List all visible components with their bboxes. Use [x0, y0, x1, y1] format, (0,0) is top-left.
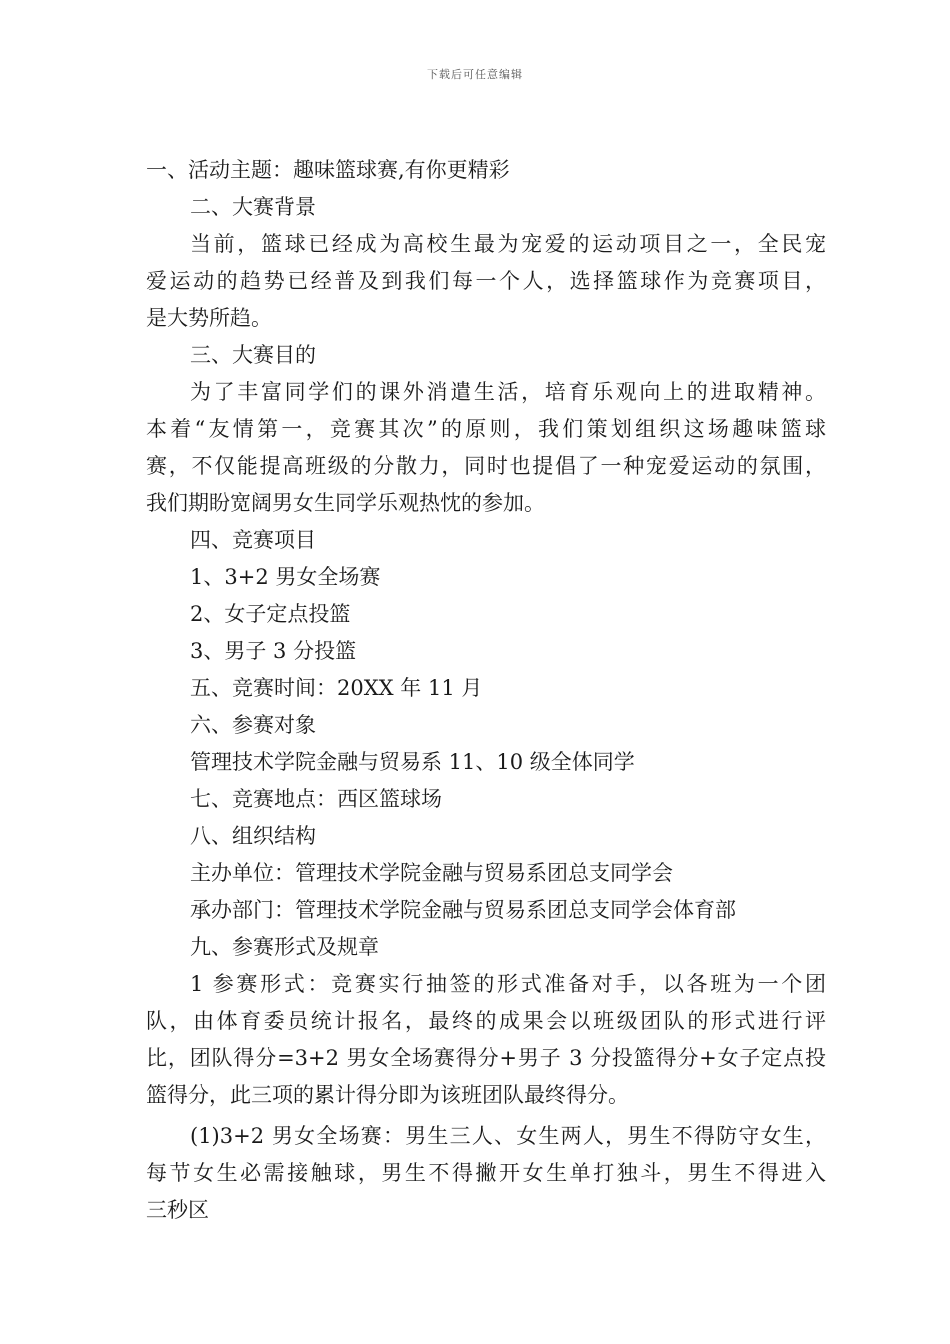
document-body — [146, 152, 826, 1229]
paragraph-line: 篮得分，此三项的累计得分即为该班团队最终得分。 — [146, 1083, 629, 1107]
paragraph-line: 爱运动的趋势已经普及到我们每一个人，选择篮球作为竞赛项目， — [146, 269, 826, 293]
paragraph-line: 为了丰富同学们的课外消遣生活，培育乐观向上的进取精神。 — [190, 380, 826, 404]
paragraph-line: 每节女生必需接触球，男生不得撇开女生单打独斗，男生不得进入 — [146, 1161, 826, 1185]
section-title-rules: 九、参赛形式及规章 — [190, 935, 379, 959]
paragraph-line: 队，由体育委员统计报名，最终的成果会以班级团队的形式进行评 — [146, 1009, 826, 1033]
participants-text: 管理技术学院金融与贸易系 11、10 级全体同学 — [190, 750, 635, 774]
paragraph-aim — [146, 374, 826, 522]
paragraph-line: 我们期盼宽阔男女生同学乐观热忱的参加。 — [146, 491, 545, 515]
section-title-aim: 三、大赛目的 — [190, 343, 316, 367]
section-title-participants: 六、参赛对象 — [190, 713, 316, 737]
paragraph-background — [146, 226, 826, 337]
organizer-text: 主办单位：管理技术学院金融与贸易系团总支同学会 — [190, 861, 673, 885]
section-title-theme: 一、活动主题：趣味篮球赛,有你更精彩 — [146, 158, 510, 182]
section-title-background: 二、大赛背景 — [190, 195, 316, 219]
section-title-organization: 八、组织结构 — [190, 824, 316, 848]
section-title-venue: 七、竞赛地点：西区篮球场 — [190, 787, 442, 811]
paragraph-line: 比，团队得分=3+2 男女全场赛得分+男子 3 分投篮得分+女子定点投 — [146, 1046, 826, 1070]
paragraph-line: 本着“友情第一，竞赛其次”的原则，我们策划组织这场趣味篮球 — [146, 417, 826, 441]
paragraph-line: (1)3+2 男女全场赛：男生三人、女生两人，男生不得防守女生， — [190, 1124, 826, 1148]
paragraph-line: 当前，篮球已经成为高校生最为宠爱的运动项目之一，全民宠 — [190, 232, 826, 256]
paragraph-line: 三秒区 — [146, 1198, 209, 1222]
undertaker-text: 承办部门：管理技术学院金融与贸易系团总支同学会体育部 — [190, 898, 736, 922]
paragraph-line: 赛，不仅能提高班级的分散力，同时也提倡了一种宠爱运动的氛围， — [146, 454, 826, 478]
event-item: 3、男子 3 分投篮 — [190, 639, 357, 663]
paragraph-line: 1 参赛形式：竞赛实行抽签的形式准备对手，以各班为一个团 — [190, 972, 826, 996]
paragraph-rule — [146, 1118, 826, 1229]
paragraph-form — [146, 966, 826, 1114]
section-title-time: 五、竞赛时间：20XX 年 11 月 — [190, 676, 483, 700]
section-title-events: 四、竞赛项目 — [190, 528, 316, 552]
event-item: 1、3+2 男女全场赛 — [190, 565, 381, 589]
paragraph-line: 是大势所趋。 — [146, 306, 272, 330]
event-item: 2、女子定点投篮 — [190, 602, 351, 626]
page-header: 下载后可任意编辑 — [427, 68, 523, 81]
